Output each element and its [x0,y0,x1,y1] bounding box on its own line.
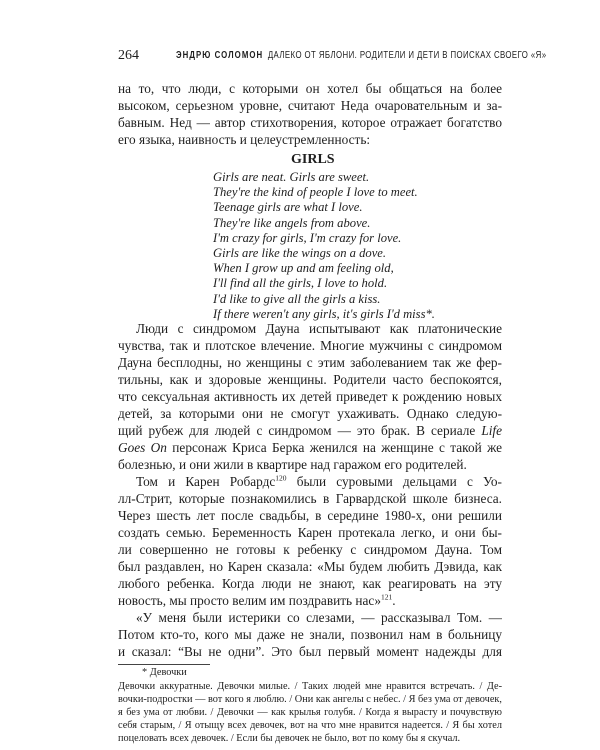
text-line: Через шесть лет после свадьбы, в середине 1980-х, они решили [118,508,502,523]
poem-title: GIRLS [291,152,335,167]
paragraph-quote [118,609,502,660]
text-line: детей, за которыми они не смогут ухаживать. Однако следую- [118,406,502,421]
footnote-line: вочки-подростки — вот кого я люблю. / Они как ангелы с небес. / Я без ума от девочек, [118,694,502,705]
text-line: на то, что люди, с которыми он хотел бы общаться на более [118,81,502,96]
text-line: Дауна бесплодны, но женщины с этим заболеванием так же фер- [118,355,502,370]
text-line: создать семью. Беременность Карен протекала легко, и они бы- [118,525,502,540]
text-line: был раздавлен, но Карен сказала: «Мы будем любить Дэвида, как [118,559,502,574]
footnote-line: я без ума от любви. / Девочки — как крылья голубя. / Когда я вырасту и почувствую [118,707,502,718]
book-title: ДАЛЕКО ОТ ЯБЛОНИ. РОДИТЕЛИ И ДЕТИ В ПОИСКАХ СВОЕГО «Я» [267,50,547,61]
footnote-line: Девочки аккуратные. Девочки милые. / Таких людей мне нравится встречать. / Де- [118,681,502,692]
text-segment: . [392,593,396,608]
text-segment: Том и Карен Робардс [136,474,276,489]
text-line: Люди с синдромом Дауна испытывают как платонические [136,321,502,336]
text-line: высоком, серьезном уровне, считают Неда очаровательным и за- [118,98,502,113]
text-line: и сказал: “Вы не одни”. Это был первый момент надежды для [118,644,502,659]
text-line: болезнью, и они жили в квартире над гаражом его родителей. [118,457,467,472]
text-line: бавным. Нед — автор стихотворения, которое отражает богатство [118,115,502,130]
intro-paragraph [118,80,502,148]
poem-line: When I grow up and am feeling old, [213,261,394,276]
text-segment: новость, мы просто велим им поздравить нас» [118,593,381,608]
text-line: ли совершенно не готовы к ребенку с синдромом Дауна. Том [118,542,502,557]
series-title: Goes On [118,440,167,455]
endnote-ref: 120 [275,473,287,483]
running-header [118,48,547,64]
footnote-line: себя старым, / Я отыщу всех девочек, вот на что мне нравится надеется. / Я бы хотел [118,720,502,731]
text-line: его языка, наивность и целеустремленность: [118,132,371,147]
text-line: «У меня были истерики со слезами, — рассказывал Том. — [136,610,502,625]
text-segment: были суровыми дельцами с Уо- [286,474,502,489]
running-title [176,50,546,61]
footnote-line: поцеловать всех девочек. / Если бы девочек не было, вот по кому бы я скучал. [118,733,461,744]
poem-line: I'll find all the girls, I love to hold. [213,276,388,291]
poem-line: Girls are neat. Girls are sweet. [213,170,370,184]
series-title: Life [481,423,502,438]
poem-line: I'd like to give all the girls a kiss. [213,291,381,306]
text-segment: персонаж Криса Берка женился на женщине с такой же [166,440,502,455]
text-line [118,592,502,609]
text-line: любого ребенка. Когда люди не знают, как реагировать на эту [118,576,502,591]
text-line: что сексуальная активность их детей приведет к рождению новых [118,389,502,404]
text-line: лл-Стрит, которые познакомились в Гарвардской школе бизнеса. [118,491,502,506]
poem [213,152,473,322]
text-line: Потом кто-то, кого мы даже не знали, позвонил нам в больницу [118,627,502,642]
text-segment: щий рубеж для людей с синдромом — это брак. В сериале [118,423,482,438]
poem-line: Teenage girls are what I love. [213,200,363,215]
poem-line: I'm crazy for girls, I'm crazy for love. [213,230,402,245]
text-line [118,439,502,456]
footnote-text [118,680,502,745]
poem-line: They're like angels from above. [213,215,371,230]
paragraph-robards [118,473,502,609]
author-name: ЭНДРЮ СОЛОМОН [176,50,264,61]
text-line [118,422,502,439]
poem-line: They're the kind of people I love to meet. [213,185,418,200]
poem-line: Girls are like the wings on a dove. [213,245,387,260]
footnote-rule [118,664,210,665]
endnote-ref: 121 [380,592,393,602]
text-line: чувства, так и плотское влечение. Многие мужчины с синдромом [118,338,502,353]
footnote-marker: * Девочки [142,667,187,678]
page-number: 264 [118,48,139,63]
text-line [118,473,502,490]
text-line: тильны, как и здоровые женщины. Родители часто беспокоятся, [118,372,502,387]
poem-line: If there weren't any girls, it's girls I'd miss*. [213,306,435,321]
paragraph-relationships [118,320,502,473]
